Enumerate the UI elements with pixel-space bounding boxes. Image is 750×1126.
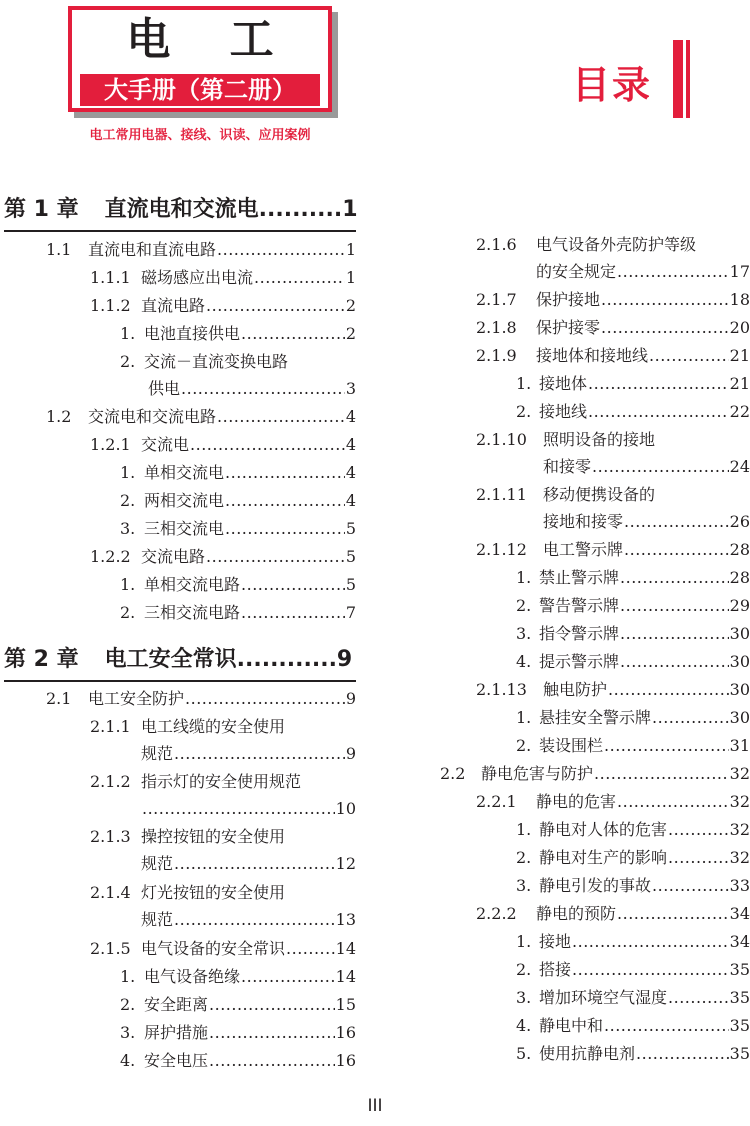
entry-leader-dots (217, 237, 345, 263)
toc-entry[interactable] (120, 516, 356, 542)
entry-leader-dots (241, 600, 345, 626)
entry-number: 1.2.2 (90, 547, 131, 566)
toc-entry[interactable] (46, 686, 356, 712)
entry-number: 3. (120, 519, 136, 538)
entry-number: 1. (516, 568, 532, 587)
entry-leader-dots (604, 1013, 729, 1039)
entry-leader-dots (636, 1041, 729, 1067)
entry-leader-dots (668, 985, 729, 1011)
entry-page: 16 (335, 1023, 356, 1042)
toc-entry[interactable] (516, 873, 750, 899)
entry-title: 直流电和直流电路 (88, 240, 217, 259)
toc-entry[interactable] (90, 293, 356, 319)
entry-leader-dots (217, 404, 345, 430)
entry-title-continued: 和接零 (543, 457, 592, 476)
entry-page: 17 (729, 262, 750, 281)
entry-number: 2.1.8 (476, 318, 517, 337)
entry-page: 12 (335, 854, 356, 873)
entry-leader-dots (620, 649, 729, 675)
entry-title: 单相交流电路 (144, 575, 241, 594)
toc-entry[interactable] (516, 371, 750, 397)
entry-title: 移动便携设备的 (543, 485, 656, 504)
toc-entry[interactable] (516, 733, 750, 759)
entry-leader-dots (620, 593, 729, 619)
entry-leader-dots (286, 936, 335, 962)
toc-entry[interactable] (90, 432, 356, 458)
entry-title: 指示灯的安全使用规范 (141, 772, 302, 791)
heading-bar-thin (686, 40, 690, 118)
entry-leader-dots (592, 454, 729, 480)
entry-number: 1.1.2 (90, 296, 131, 315)
entry-title-continued: 规范 (141, 910, 174, 929)
entry-page: 13 (335, 910, 356, 929)
toc-entry[interactable] (476, 427, 750, 453)
entry-leader-dots (174, 741, 345, 767)
toc-entry[interactable] (120, 488, 356, 514)
toc-entry[interactable] (516, 985, 750, 1011)
entry-number: 3. (516, 624, 532, 643)
entry-page: 14 (335, 967, 356, 986)
entry-title: 静电中和 (539, 1016, 604, 1035)
entry-title: 静电的危害 (536, 792, 617, 811)
entry-leader-dots (174, 851, 335, 877)
entry-leader-dots (572, 957, 729, 983)
entry-page: 32 (729, 792, 750, 811)
entry-page: 7 (345, 603, 356, 622)
entry-number: 1. (516, 708, 532, 727)
entry-leader-dots (601, 287, 729, 313)
entry-number: 5. (516, 1044, 532, 1063)
toc-entry[interactable] (516, 593, 750, 619)
entry-title: 三相交流电 (144, 519, 225, 538)
entry-number: 4. (120, 1051, 136, 1070)
entry-number: 2. (120, 603, 136, 622)
entry-page: 5 (345, 575, 356, 594)
toc-entry[interactable] (46, 237, 356, 263)
entry-number: 3. (516, 876, 532, 895)
entry-page: 4 (345, 435, 356, 454)
entry-title: 静电的预防 (536, 904, 617, 923)
toc-entry[interactable] (476, 287, 750, 313)
entry-leader-dots (206, 544, 345, 570)
entry-page: 9 (345, 744, 356, 763)
entry-number: 1.1 (46, 240, 72, 259)
entry-page: 2 (345, 324, 356, 343)
toc-heading: 目录 (572, 63, 653, 107)
toc-entry[interactable] (90, 265, 356, 291)
entry-page: 15 (335, 995, 356, 1014)
entry-leader-dots (624, 537, 729, 563)
entry-page: 32 (729, 764, 750, 783)
toc-entry[interactable] (476, 901, 750, 927)
entry-number: 1. (516, 932, 532, 951)
entry-leader-dots (668, 817, 729, 843)
entry-title: 电气设备的安全常识 (141, 939, 286, 958)
entry-page: 20 (729, 318, 750, 337)
toc-entry[interactable] (90, 769, 356, 795)
entry-page: 35 (729, 988, 750, 1007)
entry-page: 30 (729, 680, 750, 699)
entry-number: 2. (516, 960, 532, 979)
toc-entry-continuation[interactable] (148, 376, 356, 402)
entry-page: 10 (335, 799, 356, 818)
entry-leader-dots (617, 789, 729, 815)
toc-entry[interactable] (516, 845, 750, 871)
entry-page: 32 (729, 820, 750, 839)
entry-leader-dots (254, 265, 345, 291)
entry-title-continued: 供电 (148, 379, 181, 398)
entry-title: 使用抗静电剂 (539, 1044, 636, 1063)
entry-title: 电工线缆的安全使用 (141, 717, 286, 736)
entry-leader-dots (241, 321, 345, 347)
entry-leader-dots (241, 964, 335, 990)
chapter-number: 第 1 章 (4, 197, 79, 222)
toc-entry-continuation[interactable] (141, 741, 356, 767)
entry-number: 2.1.5 (90, 939, 131, 958)
toc-entry[interactable] (120, 349, 356, 375)
toc-entry[interactable] (476, 537, 750, 563)
entry-title: 接地 (539, 932, 572, 951)
toc-entry[interactable] (476, 482, 750, 508)
entry-page: 4 (345, 463, 356, 482)
chapter-heading[interactable] (4, 193, 358, 227)
entry-number: 2.1.9 (476, 346, 517, 365)
chapter-title: 直流电和交流电..........1 (104, 197, 358, 222)
toc-entry[interactable] (440, 761, 750, 787)
entry-title: 电气设备外壳防护等级 (536, 235, 697, 254)
entry-leader-dots (225, 488, 345, 514)
entry-number: 1. (516, 374, 532, 393)
entry-title: 灯光按钮的安全使用 (141, 883, 286, 902)
entry-number: 1. (120, 967, 136, 986)
toc-entry-continuation[interactable] (141, 907, 356, 933)
book-title: 电 工 (126, 14, 296, 65)
entry-number: 4. (516, 652, 532, 671)
entry-leader-dots (668, 845, 729, 871)
entry-page: 16 (335, 1051, 356, 1070)
entry-number: 2.1.13 (476, 680, 527, 699)
entry-title: 增加环境空气湿度 (539, 988, 668, 1007)
chapter-rule (4, 680, 356, 682)
entry-title: 电气设备绝缘 (144, 967, 241, 986)
entry-page: 31 (729, 736, 750, 755)
toc-entry-continuation[interactable] (141, 851, 356, 877)
toc-entry[interactable] (90, 824, 356, 850)
entry-page: 4 (345, 407, 356, 426)
entry-leader-dots (588, 399, 729, 425)
entry-page: 24 (729, 457, 750, 476)
toc-entry-continuation[interactable] (543, 509, 750, 535)
toc-entry[interactable] (120, 460, 356, 486)
toc-entry[interactable] (120, 964, 356, 990)
entry-leader-dots (649, 343, 729, 369)
chapter-number: 第 2 章 (4, 647, 79, 672)
entry-page: 30 (729, 624, 750, 643)
entry-page: 30 (729, 652, 750, 671)
entry-title: 禁止警示牌 (539, 568, 620, 587)
entry-number: 1.1.1 (90, 268, 131, 287)
entry-title: 静电对人体的危害 (539, 820, 668, 839)
entry-title-continued: 接地和接零 (543, 512, 624, 531)
entry-page: 30 (729, 708, 750, 727)
entry-page: 18 (729, 290, 750, 309)
entry-number: 1. (120, 463, 136, 482)
entry-number: 2.1.11 (476, 485, 527, 504)
entry-page: 4 (345, 491, 356, 510)
entry-number: 2.1.10 (476, 430, 527, 449)
toc-entry[interactable] (476, 789, 750, 815)
entry-page: 29 (729, 596, 750, 615)
entry-leader-dots (620, 565, 729, 591)
entry-page: 1 (345, 240, 356, 259)
entry-title-continued: 规范 (141, 744, 174, 763)
entry-title: 指令警示牌 (539, 624, 620, 643)
entry-title: 静电对生产的影响 (539, 848, 668, 867)
entry-page: 9 (345, 689, 356, 708)
entry-number: 2. (516, 402, 532, 421)
entry-number: 2. (120, 995, 136, 1014)
entry-leader-dots (225, 460, 345, 486)
entry-title: 交流电和交流电路 (88, 407, 217, 426)
entry-page: 32 (729, 848, 750, 867)
toc-entry[interactable] (46, 404, 356, 430)
entry-number: 1. (120, 575, 136, 594)
toc-entry[interactable] (120, 992, 356, 1018)
entry-page: 35 (729, 960, 750, 979)
toc-entry[interactable] (516, 929, 750, 955)
entry-title: 单相交流电 (144, 463, 225, 482)
toc-entry[interactable] (90, 936, 356, 962)
entry-page: 26 (729, 512, 750, 531)
entry-title: 搭接 (539, 960, 572, 979)
entry-leader-dots (209, 992, 335, 1018)
entry-number: 2. (516, 848, 532, 867)
entry-number: 2.1.4 (90, 883, 131, 902)
entry-number: 2. (516, 736, 532, 755)
entry-number: 2.1.6 (476, 235, 517, 254)
entry-number: 2.1.7 (476, 290, 517, 309)
entry-leader-dots (572, 929, 729, 955)
toc-entry[interactable] (516, 957, 750, 983)
entry-leader-dots (142, 796, 335, 822)
entry-number: 2. (120, 352, 136, 371)
entry-number: 2.1.12 (476, 540, 527, 559)
entry-leader-dots (185, 686, 345, 712)
entry-title: 交流－直流变换电路 (144, 352, 289, 371)
entry-page: 5 (345, 547, 356, 566)
entry-title: 保护接地 (536, 290, 601, 309)
toc-entry[interactable] (516, 1013, 750, 1039)
heading-bar-thick (673, 40, 683, 118)
entry-number: 2.2.1 (476, 792, 517, 811)
entry-title: 两相交流电 (144, 491, 225, 510)
chapter-heading[interactable] (4, 643, 352, 677)
toc-entry[interactable] (516, 1041, 750, 1067)
book-volume-band: 大手册（第二册） (80, 74, 320, 106)
page-number: III (367, 1096, 383, 1116)
toc-entry[interactable] (476, 315, 750, 341)
entry-leader-dots (209, 1020, 335, 1046)
entry-title: 保护接零 (536, 318, 601, 337)
entry-page: 21 (729, 374, 750, 393)
entry-page: 28 (729, 540, 750, 559)
entry-number: 3. (120, 1023, 136, 1042)
book-subtitle: 电工常用电器、接线、识读、应用案例 (89, 128, 311, 143)
entry-page: 21 (729, 346, 750, 365)
entry-number: 2. (120, 491, 136, 510)
entry-number: 1. (120, 324, 136, 343)
toc-entry[interactable] (90, 544, 356, 570)
entry-page: 35 (729, 1016, 750, 1035)
entry-title: 提示警示牌 (539, 652, 620, 671)
entry-number: 2.2.2 (476, 904, 517, 923)
entry-number: 1. (516, 820, 532, 839)
entry-number: 2.2 (440, 764, 466, 783)
toc-entry[interactable] (516, 817, 750, 843)
entry-title: 操控按钮的安全使用 (141, 827, 286, 846)
entry-leader-dots (620, 621, 729, 647)
entry-title-continued: 的安全规定 (536, 262, 617, 281)
entry-leader-dots (206, 293, 345, 319)
entry-title: 静电引发的事故 (539, 876, 652, 895)
entry-title: 安全距离 (144, 995, 209, 1014)
entry-number: 4. (516, 1016, 532, 1035)
entry-leader-dots (241, 572, 345, 598)
entry-title-continued: 规范 (141, 854, 174, 873)
entry-number: 2.1.3 (90, 827, 131, 846)
entry-number: 2. (516, 596, 532, 615)
toc-entry-continuation[interactable] (536, 259, 750, 285)
entry-title: 安全电压 (144, 1051, 209, 1070)
entry-page: 34 (729, 904, 750, 923)
entry-title: 接地体和接地线 (536, 346, 649, 365)
entry-page: 34 (729, 932, 750, 951)
entry-leader-dots (652, 873, 729, 899)
entry-page: 5 (345, 519, 356, 538)
entry-page: 1 (345, 268, 356, 287)
entry-page: 35 (729, 1044, 750, 1063)
entry-number: 2.1.1 (90, 717, 131, 736)
entry-title: 屏护措施 (144, 1023, 209, 1042)
entry-page: 14 (335, 939, 356, 958)
entry-leader-dots (225, 516, 345, 542)
toc-entry[interactable] (516, 399, 750, 425)
toc-entry[interactable] (476, 677, 750, 703)
toc-entry[interactable] (90, 714, 356, 740)
entry-title: 磁场感应出电流 (141, 268, 254, 287)
entry-title: 照明设备的接地 (543, 430, 656, 449)
entry-leader-dots (601, 315, 729, 341)
entry-title: 静电危害与防护 (481, 764, 594, 783)
toc-entry[interactable] (120, 600, 356, 626)
entry-leader-dots (617, 259, 729, 285)
entry-title: 触电防护 (543, 680, 608, 699)
book-logo (68, 6, 332, 112)
entry-title: 装设围栏 (539, 736, 604, 755)
entry-page: 28 (729, 568, 750, 587)
entry-title: 电工安全防护 (88, 689, 185, 708)
toc-entry[interactable] (120, 1020, 356, 1046)
entry-title: 直流电路 (141, 296, 206, 315)
entry-leader-dots (174, 907, 335, 933)
toc-entry[interactable] (516, 705, 750, 731)
toc-entry[interactable] (476, 232, 750, 258)
toc-entry[interactable] (120, 572, 356, 598)
entry-number: 3. (516, 988, 532, 1007)
entry-leader-dots (624, 509, 729, 535)
toc-entry[interactable] (516, 649, 750, 675)
toc-entry[interactable] (120, 321, 356, 347)
entry-page: 22 (729, 402, 750, 421)
entry-number: 1.2 (46, 407, 72, 426)
entry-title: 交流电路 (141, 547, 206, 566)
entry-leader-dots (209, 1048, 335, 1074)
entry-number: 2.1 (46, 689, 72, 708)
toc-entry[interactable] (90, 880, 356, 906)
entry-number: 2.1.2 (90, 772, 131, 791)
entry-leader-dots (588, 371, 729, 397)
entry-page: 3 (345, 379, 356, 398)
entry-title: 警告警示牌 (539, 596, 620, 615)
toc-entry-continuation[interactable] (543, 454, 750, 480)
entry-leader-dots (190, 432, 345, 458)
entry-title: 接地体 (539, 374, 588, 393)
entry-title: 悬挂安全警示牌 (539, 708, 652, 727)
entry-leader-dots (181, 376, 345, 402)
entry-page: 33 (729, 876, 750, 895)
entry-leader-dots (617, 901, 729, 927)
chapter-title: 电工安全常识............9 (104, 647, 353, 672)
entry-leader-dots (594, 761, 729, 787)
toc-entry[interactable] (516, 565, 750, 591)
entry-page: 2 (345, 296, 356, 315)
toc-entry[interactable] (120, 1048, 356, 1074)
entry-number: 1.2.1 (90, 435, 131, 454)
entry-leader-dots (604, 733, 729, 759)
entry-title: 电工警示牌 (543, 540, 624, 559)
toc-entry[interactable] (476, 343, 750, 369)
entry-title: 接地线 (539, 402, 588, 421)
entry-title: 三相交流电路 (144, 603, 241, 622)
entry-title: 交流电 (141, 435, 190, 454)
entry-leader-dots (608, 677, 729, 703)
toc-entry[interactable] (516, 621, 750, 647)
toc-entry-continuation[interactable] (141, 796, 356, 822)
entry-title: 电池直接供电 (144, 324, 241, 343)
chapter-rule (4, 230, 356, 232)
entry-leader-dots (652, 705, 729, 731)
